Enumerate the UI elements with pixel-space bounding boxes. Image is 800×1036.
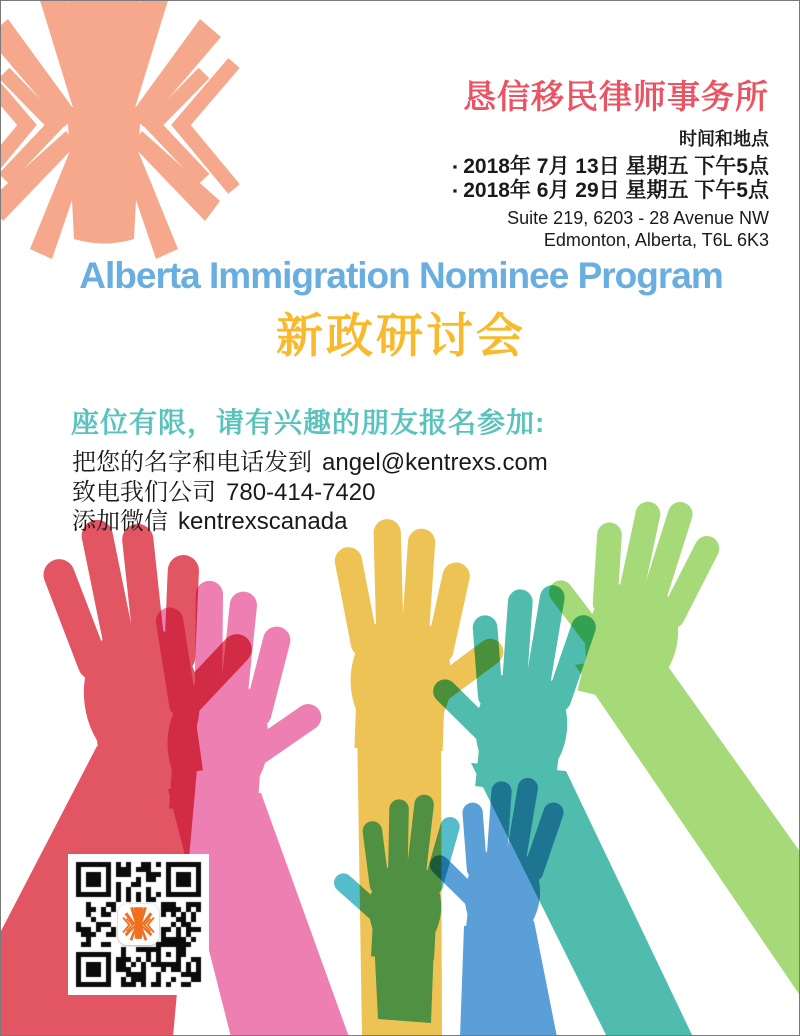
schedule-block: [453, 125, 769, 251]
address-line-1: Suite 219, 6203 - 28 Avenue NW: [507, 208, 769, 228]
wechat-value: kentrexscanada: [178, 508, 348, 535]
qr-center-logo: [118, 904, 159, 945]
brand-starburst-logo: [1, 1, 234, 259]
program-title-chinese: 新政研讨会: [276, 309, 526, 362]
contact-email-line: [72, 448, 548, 478]
date-text: 2018年 7月 13日 星期五 下午5点: [463, 155, 769, 178]
bullet-icon: ▪: [452, 183, 458, 198]
phone-label: 致电我们公司: [72, 478, 216, 506]
schedule-date: [453, 155, 769, 179]
qr-starburst-icon: [120, 906, 157, 943]
contact-wechat-line: [72, 507, 548, 537]
contact-block: [72, 448, 548, 537]
schedule-date: [453, 179, 769, 203]
law-firm-name: 恳信移民律师事务所: [463, 78, 769, 115]
address-line-2: Edmonton, Alberta, T6L 6K3: [543, 230, 769, 250]
email-value: angel@kentrexs.com: [322, 449, 548, 476]
cta-line: 座位有限，请有兴趣的朋友报名参加:: [71, 407, 546, 438]
bullet-icon: ▪: [452, 159, 458, 174]
schedule-heading: 时间和地点: [679, 129, 769, 149]
program-title-english: Alberta Immigration Nominee Program: [79, 255, 723, 296]
venue-address: [453, 207, 769, 251]
email-label: 把您的名字和电话发到: [72, 449, 312, 476]
date-text: 2018年 6月 29日 星期五 下午5点: [463, 179, 769, 202]
wechat-qr-code: [68, 854, 209, 995]
wechat-label: 添加微信: [72, 508, 168, 535]
phone-value: 780-414-7420: [226, 478, 376, 506]
contact-phone-line: [72, 478, 548, 508]
